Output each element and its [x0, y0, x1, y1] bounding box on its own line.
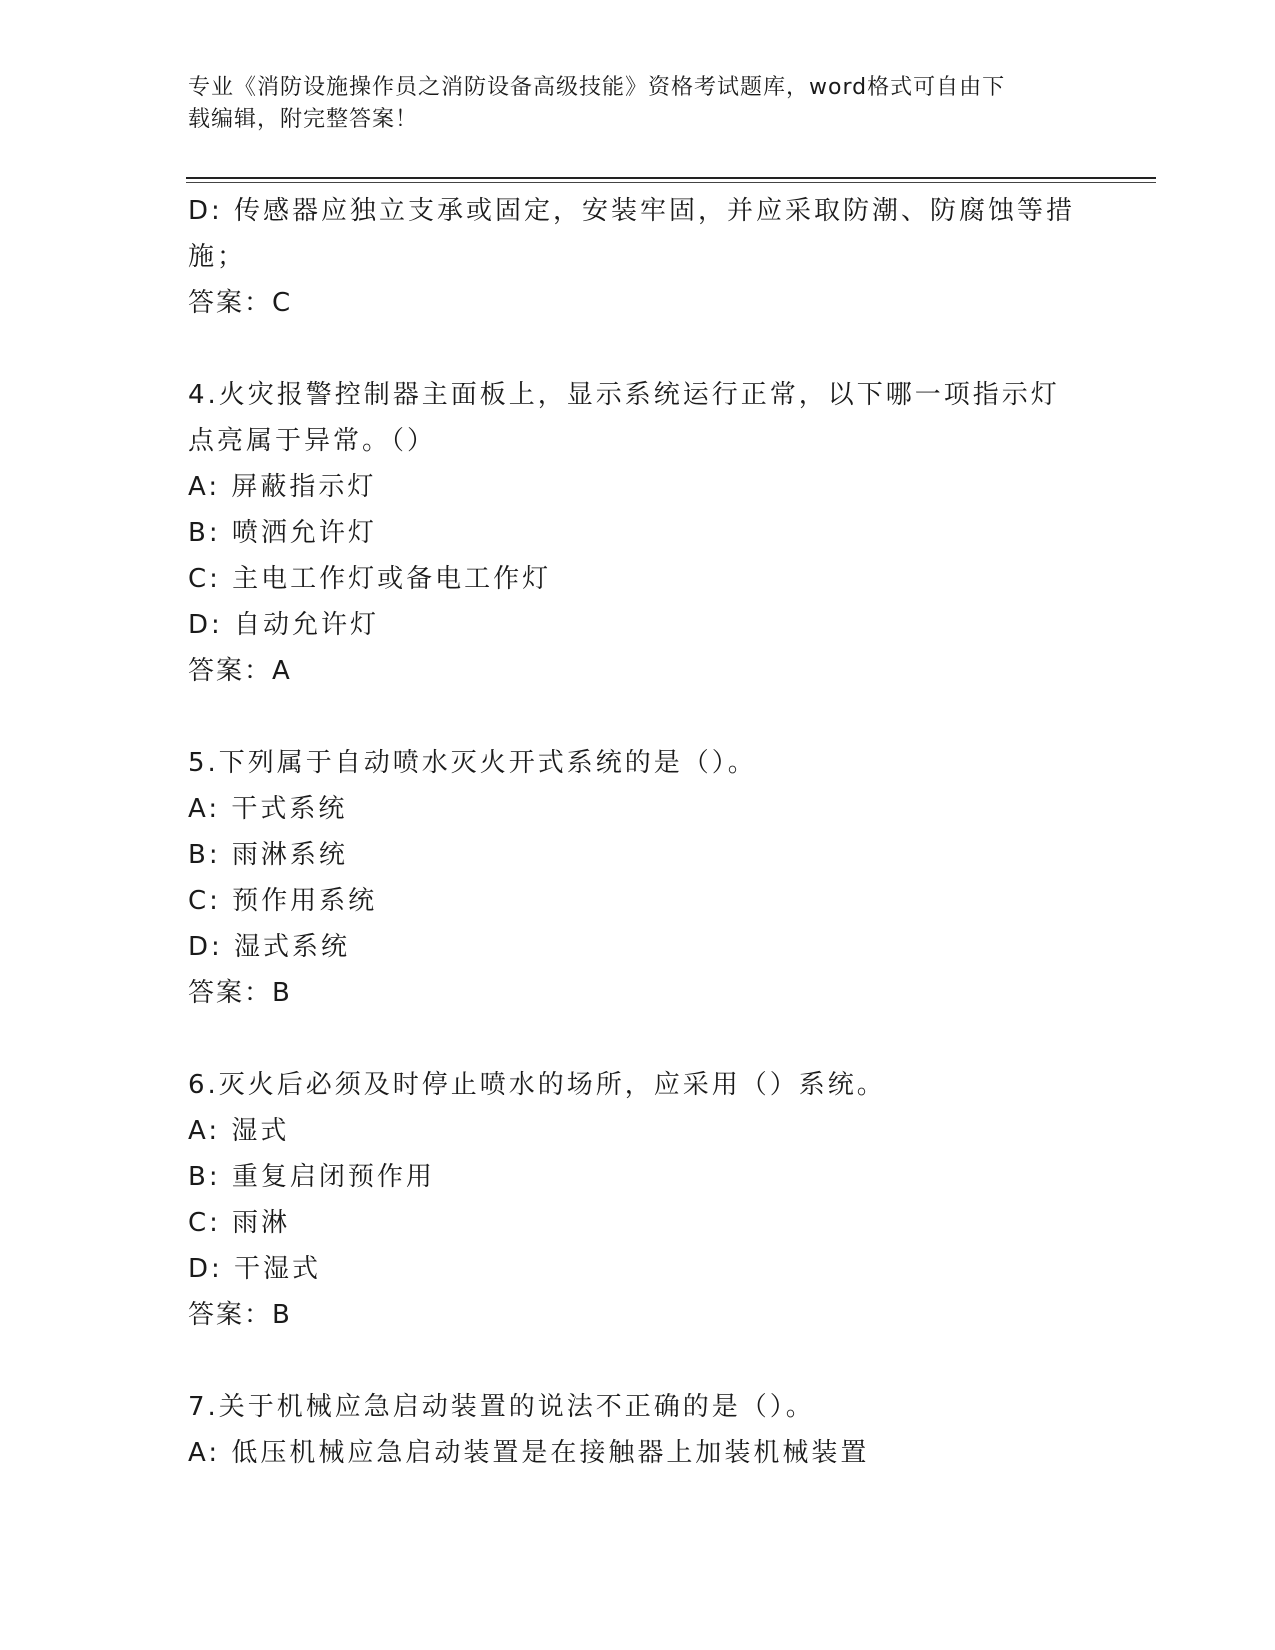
spacer	[188, 1016, 1088, 1062]
spacer	[188, 1338, 1088, 1384]
answer: 答案：B	[188, 978, 292, 1008]
option-c: C: 雨淋	[188, 1208, 291, 1238]
answer: 答案：C	[188, 288, 293, 318]
option-d: D: 干湿式	[188, 1254, 322, 1284]
header-line-1: 专业《消防设施操作员之消防设备高级技能》资格考试题库，word格式可自由下	[188, 75, 1006, 100]
option-d: D: 传感器应独立支承或固定，安装牢固，并应采取防潮、防腐蚀等措	[188, 196, 1076, 226]
question-6	[188, 1062, 1088, 1338]
option-a: A: 湿式	[188, 1116, 290, 1146]
option-a: A: 低压机械应急启动装置是在接触器上加装机械装置	[188, 1438, 870, 1468]
header-divider-thin	[186, 182, 1156, 183]
question-5	[188, 740, 1088, 1016]
option-a: A: 干式系统	[188, 794, 348, 824]
question-list	[188, 188, 1088, 1476]
option-d-continued: 施；	[188, 242, 247, 272]
header-divider-thick	[186, 177, 1156, 179]
option-c: C: 预作用系统	[188, 886, 378, 916]
document-header	[188, 72, 1068, 136]
answer: 答案：A	[188, 656, 292, 686]
option-d: D: 湿式系统	[188, 932, 351, 962]
question-stem: 5.下列属于自动喷水灭火开式系统的是（）。	[188, 748, 757, 778]
answer: 答案：B	[188, 1300, 292, 1330]
question-stem-continued: 点亮属于异常。（）	[188, 426, 437, 456]
option-b: B: 喷洒允许灯	[188, 518, 377, 548]
spacer	[188, 694, 1088, 740]
spacer	[188, 326, 1088, 372]
option-c: C: 主电工作灯或备电工作灯	[188, 564, 552, 594]
option-b: B: 重复启闭预作用	[188, 1162, 435, 1192]
question-stem: 6.灭火后必须及时停止喷水的场所，应采用（）系统。	[188, 1070, 886, 1100]
header-line-2: 载编辑，附完整答案！	[188, 107, 419, 132]
question-7	[188, 1384, 1088, 1476]
option-d: D: 自动允许灯	[188, 610, 380, 640]
option-a: A: 屏蔽指示灯	[188, 472, 377, 502]
question-stem: 7.关于机械应急启动装置的说法不正确的是（）。	[188, 1392, 815, 1422]
option-b: B: 雨淋系统	[188, 840, 348, 870]
question-3-tail	[188, 188, 1088, 326]
question-4	[188, 372, 1088, 694]
question-stem: 4.火灾报警控制器主面板上，显示系统运行正常，以下哪一项指示灯	[188, 380, 1060, 410]
